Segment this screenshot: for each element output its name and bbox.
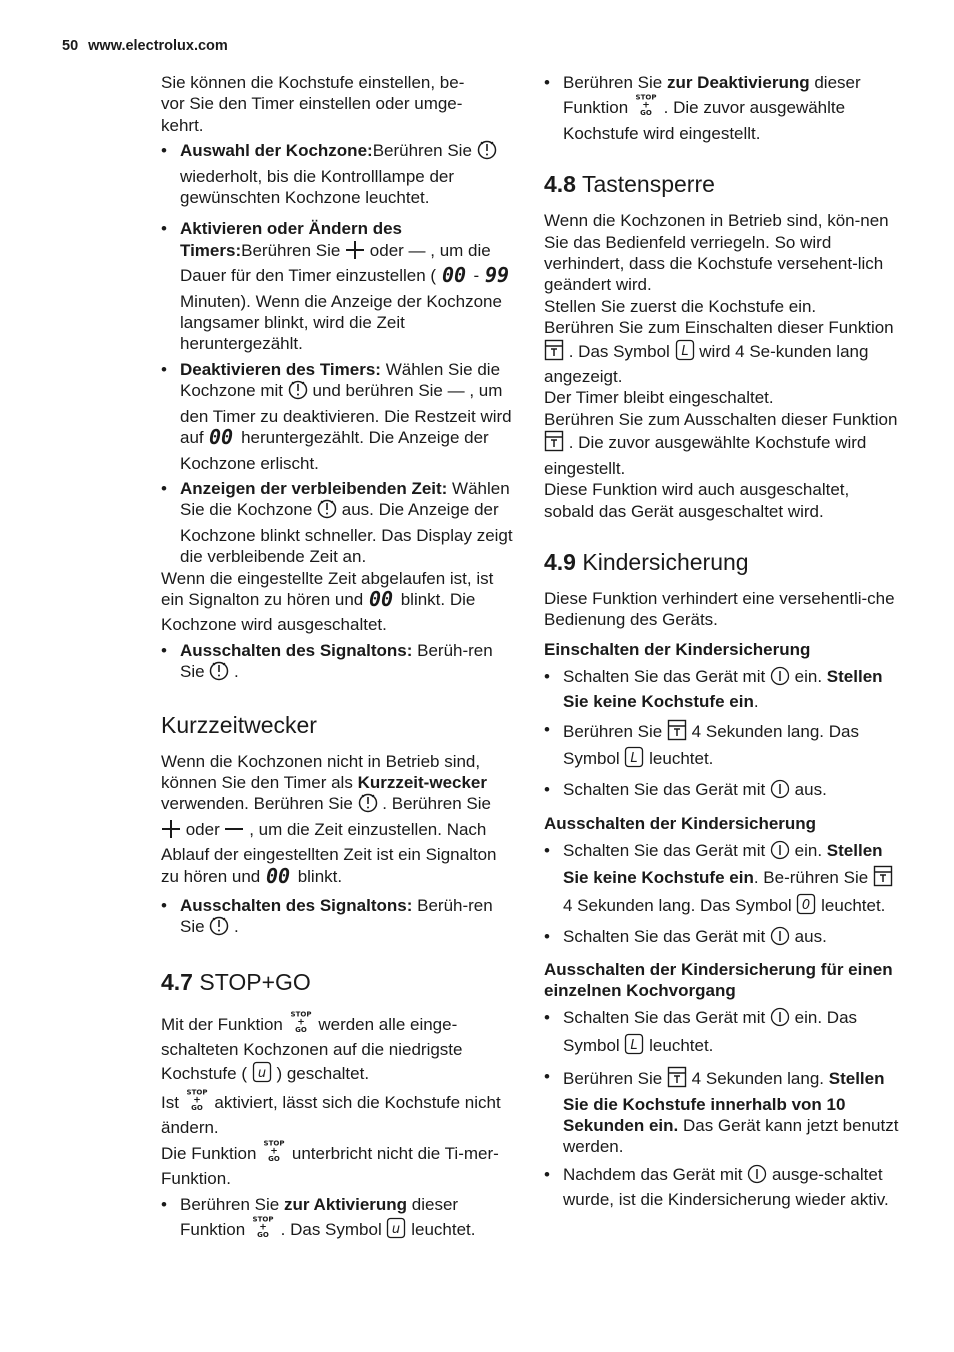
page-header xyxy=(62,38,228,54)
timer-icon xyxy=(209,916,229,941)
stop-go-icon xyxy=(288,1010,314,1039)
symbol-l-icon xyxy=(675,339,695,366)
plus-icon xyxy=(345,240,365,265)
symbol-u-icon xyxy=(252,1061,272,1088)
left-column xyxy=(161,72,513,1244)
list-item: • Nachdem das Gerät mit ausge-schaltet wurde, ist die Kindersicherung wieder aktiv. xyxy=(544,1164,900,1211)
symbol-l-icon xyxy=(624,1033,644,1060)
timer-icon xyxy=(477,140,497,165)
page-number: 50 xyxy=(62,38,79,54)
svg-text:GO: GO xyxy=(294,1025,307,1034)
svg-text:+: + xyxy=(192,1095,201,1106)
list-item: • Schalten Sie das Gerät mit aus. xyxy=(544,926,900,951)
stop-go-icon xyxy=(633,93,659,122)
svg-text:99: 99 xyxy=(484,265,509,286)
svg-text:L: L xyxy=(630,1037,639,1053)
display-00-icon xyxy=(441,265,469,290)
svg-text:STOP: STOP xyxy=(263,1139,285,1148)
svg-text:STOP: STOP xyxy=(186,1088,208,1097)
signal-list xyxy=(161,640,513,687)
stop-go-icon xyxy=(261,1139,287,1168)
keylock-icon xyxy=(544,430,564,457)
list-item: • Schalten Sie das Gerät mit ein. Das Symbol L leuchtet. xyxy=(544,1007,900,1060)
list-item: • Schalten Sie das Gerät mit ein. Stellen Sie keine Kochstufe ein. xyxy=(544,666,900,713)
einschalten-list xyxy=(544,666,900,805)
kurzzeitwecker-heading: Kurzzeitwecker xyxy=(161,711,317,738)
list-item: • Deaktivieren des Timers: Wählen Sie die Kochzone mit und berühren Sie — , um den Timer zu deaktivieren. Die Restzeit wird auf 00 heruntergezählt. Die Anzeige der Kochzone erlischt. xyxy=(161,359,513,474)
list-item: • Anzeigen der verbleibenden Zeit: Wählen Sie die Kochzone aus. Die Anzeige der Kochzone blinkt schneller. Das Display zeigt die verbleibende Zeit an. xyxy=(161,478,513,568)
symbol-l-icon xyxy=(624,746,644,773)
list-item: • Ausschalten des Signaltons: Berüh-ren Sie . xyxy=(161,895,513,942)
stop-go-icon xyxy=(184,1088,210,1117)
power-icon xyxy=(747,1164,767,1189)
svg-text:STOP: STOP xyxy=(635,93,657,102)
svg-text:GO: GO xyxy=(190,1104,203,1113)
svg-text:00: 00 xyxy=(441,265,466,286)
timer-icon xyxy=(317,499,337,524)
svg-text:00: 00 xyxy=(369,588,394,609)
power-icon xyxy=(770,840,790,865)
signal-list-2 xyxy=(161,895,513,942)
list-item: • Ausschalten des Signaltons: Berüh-ren Sie . xyxy=(161,640,513,687)
einzelner-kochvorgang-list xyxy=(544,1007,900,1210)
list-item: • Berühren Sie 4 Sekunden lang. Das Symbol L leuchtet. xyxy=(544,719,900,774)
list-item: • Berühren Sie zur Aktivierung dieser Funktion STOP + GO . Das Symbol u leuchtet. xyxy=(161,1194,513,1245)
svg-text:0: 0 xyxy=(802,897,811,913)
section-4-8-heading: 4.8 Tastensperre xyxy=(544,171,715,198)
keylock-icon xyxy=(667,1066,687,1093)
kindersicherung-paragraph: Diese Funktion verhindert eine versehentli-che Bedienung des Geräts. xyxy=(544,588,895,630)
keylock-icon xyxy=(544,339,564,366)
subheading-ausschalten: Ausschalten der Kindersicherung xyxy=(544,813,817,833)
svg-text:GO: GO xyxy=(257,1231,269,1240)
display-00-icon xyxy=(208,427,236,452)
svg-text:L: L xyxy=(680,343,689,359)
tastensperre-paragraph: Wenn die Kochzonen in Betrieb sind, kön-nen Sie das Bedienfeld verriegeln. So wird verhindert, dass die Kochstufe versehent-lich geändert wird. Stellen Sie zuerst die Kochstufe ein. Berühren Sie zum Einschalten dieser Funktion . Das Symbol L wird 4 Se-kunden lang angezeigt. Der Timer bleibt eingeschaltet. Berühren Sie zum Ausschalten dieser Funktion . Die zuvor ausgewählte Kochstufe wird eingestellt. Diese Funktion wird auch ausgeschaltet, sobald das Gerät ausgeschaltet wird. xyxy=(544,211,898,521)
stopgo-list xyxy=(161,1194,513,1245)
minus-icon xyxy=(224,819,244,844)
power-icon xyxy=(770,926,790,951)
timer-icon xyxy=(358,793,378,818)
svg-text:+: + xyxy=(296,1017,305,1028)
plus-icon xyxy=(161,819,181,844)
svg-text:GO: GO xyxy=(268,1154,281,1163)
svg-text:+: + xyxy=(259,1222,267,1233)
section-4-9-heading: 4.9 Kindersicherung xyxy=(544,548,749,575)
kurzzeitwecker-paragraph: Wenn die Kochzonen nicht in Betrieb sind, können Sie den Timer als Kurzzeit-wecker verwenden. Berühren Sie . Berühren Sie oder , um die Zeit einzustellen. Nach Ablauf der eingestellten Zeit ist ein Signalton zu hören und 00 blinkt. xyxy=(161,751,513,891)
list-item: • Aktivieren oder Ändern des Timers:Berühren Sie oder — , um die Dauer für den Timer einzustellen ( 00 - 99 Minuten). Wenn die Anzeige der Kochzone langsamer blinkt, wird die Zeit heruntergezählt. xyxy=(161,218,513,354)
list-item: • Schalten Sie das Gerät mit aus. xyxy=(544,779,900,804)
list-item: • Schalten Sie das Gerät mit ein. Stellen Sie keine Kochstufe ein. Be-rühren Sie 4 Sekunden lang. Das Symbol 0 leuchtet. xyxy=(544,840,900,920)
display-99-icon xyxy=(484,265,512,290)
timer-icon xyxy=(209,661,229,686)
symbol-u-icon xyxy=(386,1217,406,1244)
svg-text:STOP: STOP xyxy=(290,1010,312,1019)
power-icon xyxy=(770,1007,790,1032)
svg-text:GO: GO xyxy=(640,109,652,118)
timer-elapsed-paragraph: Wenn die eingestellte Zeit abgelaufen ist, ist ein Signalton zu hören und 00 blinkt. Die Kochzone wird ausgeschaltet. xyxy=(161,568,494,635)
keylock-icon xyxy=(667,719,687,746)
power-icon xyxy=(770,666,790,691)
stopgo-deactivate-list xyxy=(544,72,900,144)
right-column xyxy=(544,72,900,1211)
display-00-icon xyxy=(368,589,396,614)
timer-icon xyxy=(288,380,308,405)
svg-text:+: + xyxy=(270,1146,278,1157)
subheading-einschalten: Einschalten der Kindersicherung xyxy=(544,639,811,659)
svg-text:L: L xyxy=(630,750,639,766)
site-url: www.electrolux.com xyxy=(88,38,228,54)
svg-text:u: u xyxy=(392,1222,401,1238)
power-icon xyxy=(770,779,790,804)
stopgo-paragraph: Mit der Funktion STOP + GO werden alle einge-schalteten Kochzonen auf die niedrigste Kochstufe ( u ) geschaltet. Ist STOP + GO aktiviert, lässt sich die Kochstufe nicht ändern. Die Funktion STOP + GO unterbricht nicht die Ti-mer-Funktion. xyxy=(161,1010,501,1189)
keylock-icon xyxy=(873,865,893,892)
symbol-0-icon xyxy=(796,893,816,920)
svg-text:+: + xyxy=(642,100,650,111)
subheading-einzelner-kochvorgang: Ausschalten der Kindersicherung für einen einzelnen Kochvorgang xyxy=(544,960,893,1001)
svg-text:STOP: STOP xyxy=(252,1215,274,1224)
svg-text:u: u xyxy=(257,1065,266,1081)
ausschalten-list xyxy=(544,840,900,952)
list-item: • Auswahl der Kochzone:Berühren Sie wiederholt, bis die Kontrolllampe der gewünschten Kochzone leuchtet. xyxy=(161,140,513,208)
section-4-7-heading: 4.7 STOP+GO xyxy=(161,968,311,995)
list-item: • Berühren Sie zur Deaktivierung dieser Funktion STOP + GO . Die zuvor ausgewählte Kochstufe wird eingestellt. xyxy=(544,72,900,144)
svg-text:00: 00 xyxy=(209,427,234,448)
list-item: • Berühren Sie 4 Sekunden lang. Stellen Sie die Kochstufe innerhalb von 10 Sekunden ein. Das Gerät kann jetzt benutzt werden. xyxy=(544,1066,900,1158)
svg-text:00: 00 xyxy=(265,865,291,886)
timer-steps-list xyxy=(161,140,513,567)
intro-paragraph: Sie können die Kochstufe einstellen, be- vor Sie den Timer einstellen oder umge- kehrt. xyxy=(161,73,465,135)
stop-go-icon xyxy=(250,1215,276,1244)
display-00-icon xyxy=(265,866,293,891)
